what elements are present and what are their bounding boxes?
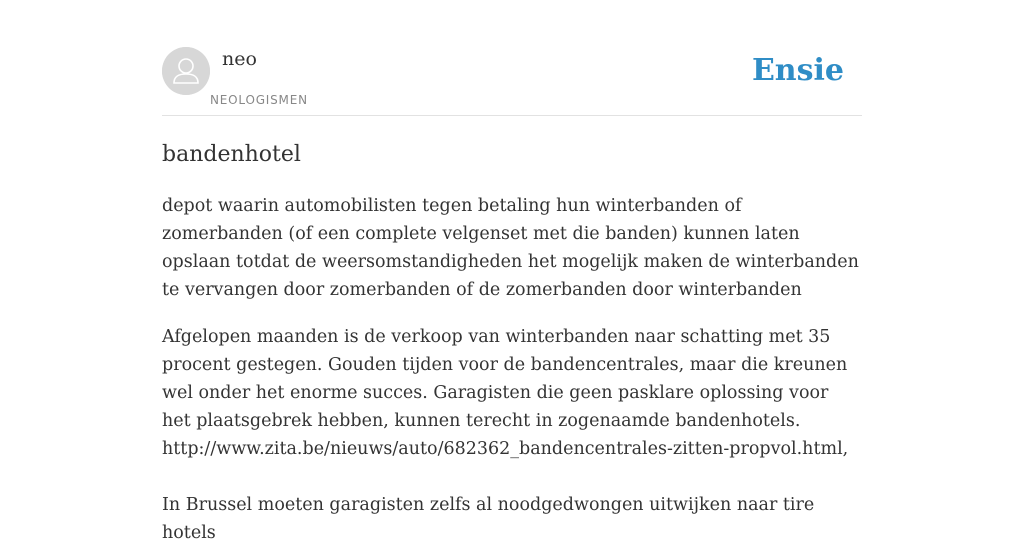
page-header	[162, 47, 862, 116]
entry-definition: depot waarin automobilisten tegen betaling hun winterbanden of zomerbanden (of een complete velgenset met die banden) kunnen laten opslaan totdat de weersomstandigheden het mogelijk maken de winterbanden te vervangen door zomerbanden of de zomerbanden door winterbanden	[162, 196, 859, 300]
author-link[interactable]: neo	[222, 48, 257, 70]
category-label[interactable]: NEOLOGISMEN	[210, 93, 308, 107]
example-paragraph: In Brussel moeten garagisten zelfs al noodgedwongen uitwijken naar tire hotels	[162, 495, 815, 543]
user-avatar-icon[interactable]	[162, 47, 210, 95]
entry-title: bandenhotel	[162, 142, 301, 167]
site-logo[interactable]: Ensie	[751, 53, 844, 88]
paragraph-gap	[162, 463, 862, 491]
example-paragraph: Afgelopen maanden is de verkoop van winterbanden naar schatting met 35 procent gestegen. Gouden tijden voor de bandencentrales, maar die kreunen wel onder het enorme succes. Garagisten die geen pasklare oplossing voor het plaatsgebrek hebben, kunnen terecht in zogenaamde bandenhotels. http://www.zita.be/nieuws/auto/682362_bandencentrales-zitten-propvol.html,	[162, 327, 849, 459]
person-icon	[162, 47, 210, 95]
entry-example	[162, 323, 862, 547]
